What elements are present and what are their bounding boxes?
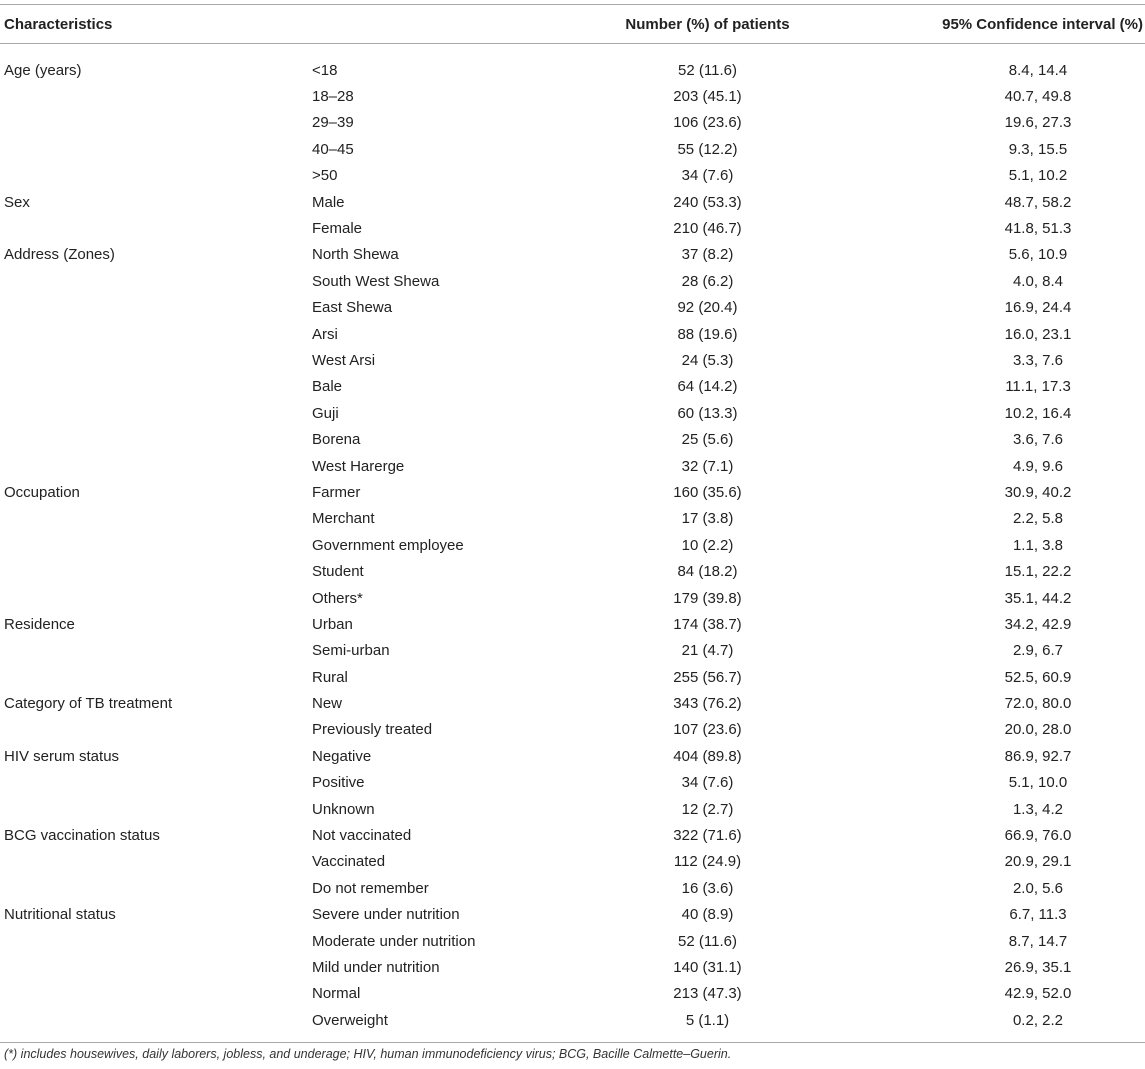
subcategory-cell: West Harerge (312, 457, 405, 475)
table-row (0, 532, 1145, 558)
number-cell: 240 (53.3) (673, 193, 742, 211)
table-row (0, 83, 1145, 109)
number-cell: 174 (38.7) (673, 615, 742, 633)
characteristic-cell (0, 928, 312, 954)
confidence-interval-cell: 48.7, 58.2 (1004, 193, 1072, 211)
confidence-interval-cell: 34.2, 42.9 (1004, 615, 1072, 633)
table-header (0, 5, 1145, 44)
subcategory-cell: 40–45 (312, 140, 354, 158)
confidence-interval-cell: 20.9, 29.1 (1004, 853, 1072, 871)
number-cell: 21 (4.7) (681, 642, 734, 660)
confidence-interval-cell: 11.1, 17.3 (1005, 378, 1071, 396)
number-cell: 322 (71.6) (673, 827, 742, 845)
subcategory-cell: 29–39 (312, 114, 354, 132)
table-row (0, 479, 1145, 505)
characteristic-cell (0, 347, 312, 373)
characteristic-cell (0, 558, 312, 584)
table-row (0, 585, 1145, 611)
table-row (0, 770, 1145, 796)
characteristic-cell (0, 638, 312, 664)
header-subcategory (312, 5, 544, 44)
characteristic-cell: Age (years) (4, 61, 82, 79)
confidence-interval-cell: 4.0, 8.4 (1012, 272, 1064, 290)
number-cell: 34 (7.6) (681, 774, 734, 792)
characteristic-cell (0, 110, 312, 136)
characteristic-cell (0, 453, 312, 479)
header-number-of-patients: Number (%) of patients (544, 5, 871, 44)
confidence-interval-cell: 16.0, 23.1 (1004, 325, 1072, 343)
subcategory-cell: Rural (312, 668, 348, 686)
confidence-interval-cell: 19.6, 27.3 (1004, 114, 1072, 132)
subcategory-cell: Government employee (312, 536, 464, 554)
number-cell: 24 (5.3) (681, 351, 734, 369)
subcategory-cell: Mild under nutrition (312, 958, 440, 976)
subcategory-cell: Others* (312, 589, 363, 607)
confidence-interval-cell: 15.1, 22.2 (1004, 563, 1072, 581)
characteristic-cell (0, 796, 312, 822)
characteristic-cell: HIV serum status (4, 747, 120, 765)
confidence-interval-cell: 26.9, 35.1 (1004, 958, 1072, 976)
characteristic-cell: BCG vaccination status (4, 827, 160, 845)
table-row (0, 242, 1145, 268)
confidence-interval-cell: 2.0, 5.6 (1012, 879, 1064, 897)
subcategory-cell: Borena (312, 431, 361, 449)
number-cell: 25 (5.6) (681, 431, 734, 449)
number-cell: 203 (45.1) (673, 88, 742, 106)
subcategory-cell: 18–28 (312, 88, 354, 106)
subcategory-cell: Do not remember (312, 879, 429, 897)
table-row (0, 902, 1145, 928)
confidence-interval-cell: 52.5, 60.9 (1004, 668, 1072, 686)
header-characteristics: Characteristics (0, 5, 312, 44)
subcategory-cell: Urban (312, 615, 353, 633)
characteristic-cell (0, 506, 312, 532)
confidence-interval-cell: 9.3, 15.5 (1008, 140, 1068, 158)
number-cell: 32 (7.1) (681, 457, 734, 475)
number-cell: 52 (11.6) (678, 61, 737, 79)
number-cell: 88 (19.6) (677, 325, 738, 343)
subcategory-cell: Negative (312, 747, 372, 765)
characteristic-cell: Nutritional status (4, 906, 116, 924)
subcategory-cell: West Arsi (312, 351, 376, 369)
table-row (0, 743, 1145, 769)
table-row (0, 110, 1145, 136)
characteristic-cell (0, 1007, 312, 1043)
header-confidence-interval: 95% Confidence interval (%) (871, 5, 1145, 44)
confidence-interval-cell: 3.3, 7.6 (1012, 351, 1064, 369)
number-cell: 213 (47.3) (673, 985, 742, 1003)
subcategory-cell: Unknown (312, 800, 375, 818)
table-row (0, 796, 1145, 822)
characteristic-cell (0, 954, 312, 980)
subcategory-cell: Male (312, 193, 345, 211)
subcategory-cell: Guji (312, 404, 339, 422)
table-row (0, 638, 1145, 664)
confidence-interval-cell: 3.6, 7.6 (1012, 431, 1064, 449)
table-row (0, 822, 1145, 848)
number-cell: 84 (18.2) (677, 563, 738, 581)
table-row (0, 1007, 1145, 1043)
characteristic-cell (0, 981, 312, 1007)
characteristic-cell: Sex (4, 193, 30, 211)
table-row (0, 453, 1145, 479)
subcategory-cell: New (312, 695, 343, 713)
number-cell: 5 (1.1) (544, 1007, 871, 1043)
table-row (0, 295, 1145, 321)
number-cell: 343 (76.2) (673, 695, 742, 713)
characteristic-cell (0, 426, 312, 452)
characteristic-cell (0, 664, 312, 690)
number-cell: 160 (35.6) (673, 483, 742, 501)
table-row (0, 136, 1145, 162)
confidence-interval-cell: 8.7, 14.7 (1008, 932, 1068, 950)
subcategory-cell: >50 (312, 167, 338, 185)
number-cell: 64 (14.2) (677, 378, 738, 396)
confidence-interval-cell: 10.2, 16.4 (1004, 404, 1072, 422)
subcategory-cell: Bale (312, 378, 343, 396)
number-cell: 255 (56.7) (673, 668, 742, 686)
confidence-interval-cell: 42.9, 52.0 (1004, 985, 1072, 1003)
subcategory-cell: Student (312, 563, 364, 581)
table-row (0, 875, 1145, 901)
subcategory-cell: Previously treated (312, 721, 433, 739)
confidence-interval-cell: 8.4, 14.4 (1008, 61, 1068, 79)
subcategory-cell: Arsi (312, 325, 338, 343)
number-cell: 12 (2.7) (681, 800, 734, 818)
number-cell: 37 (8.2) (681, 246, 734, 264)
subcategory-cell: Positive (312, 774, 365, 792)
number-cell: 106 (23.6) (673, 114, 742, 132)
confidence-interval-cell: 6.7, 11.3 (1009, 906, 1067, 924)
confidence-interval-cell: 5.1, 10.2 (1008, 167, 1068, 185)
table-body (0, 44, 1145, 1043)
characteristic-cell (0, 321, 312, 347)
number-cell: 210 (46.7) (673, 220, 742, 238)
subcategory-cell: Not vaccinated (312, 827, 412, 845)
number-cell: 16 (3.6) (681, 879, 734, 897)
table-row (0, 215, 1145, 241)
number-cell: 60 (13.3) (677, 404, 738, 422)
confidence-interval-cell: 5.6, 10.9 (1008, 246, 1068, 264)
confidence-interval-cell: 66.9, 76.0 (1004, 827, 1072, 845)
header-row (0, 5, 1145, 44)
subcategory-cell: Moderate under nutrition (312, 932, 476, 950)
characteristic-cell (0, 374, 312, 400)
number-cell: 40 (8.9) (681, 906, 734, 924)
characteristic-cell (0, 875, 312, 901)
number-cell: 52 (11.6) (678, 932, 737, 950)
subcategory-cell: Semi-urban (312, 642, 390, 660)
characteristic-cell: Address (Zones) (4, 246, 115, 264)
number-cell: 404 (89.8) (673, 747, 742, 765)
characteristic-cell (0, 83, 312, 109)
characteristic-cell: Residence (4, 615, 75, 633)
number-cell: 55 (12.2) (677, 140, 738, 158)
confidence-interval-cell: 35.1, 44.2 (1004, 589, 1072, 607)
table-row (0, 44, 1145, 84)
table-row (0, 506, 1145, 532)
table-row (0, 347, 1145, 373)
characteristic-cell (0, 532, 312, 558)
characteristic-cell (0, 585, 312, 611)
table-row (0, 374, 1145, 400)
characteristic-cell: Category of TB treatment (4, 695, 173, 713)
table-row (0, 268, 1145, 294)
table-row (0, 426, 1145, 452)
number-cell: 28 (6.2) (681, 272, 734, 290)
table-row (0, 400, 1145, 426)
number-cell: 17 (3.8) (681, 510, 734, 528)
number-cell: 112 (24.9) (673, 853, 742, 871)
confidence-interval-cell: 2.2, 5.8 (1012, 510, 1064, 528)
subcategory-cell: <18 (312, 61, 338, 79)
number-cell: 107 (23.6) (673, 721, 742, 739)
confidence-interval-cell: 4.9, 9.6 (1012, 457, 1064, 475)
table-row (0, 664, 1145, 690)
characteristic-cell (0, 770, 312, 796)
subcategory-cell: Severe under nutrition (312, 906, 460, 924)
characteristic-cell (0, 136, 312, 162)
characteristic-cell (0, 295, 312, 321)
characteristic-cell (0, 215, 312, 241)
subcategory-cell: Merchant (312, 510, 375, 528)
confidence-interval-cell: 30.9, 40.2 (1004, 483, 1072, 501)
table-row (0, 981, 1145, 1007)
confidence-interval-cell: 0.2, 2.2 (871, 1007, 1145, 1043)
table-row (0, 717, 1145, 743)
characteristic-cell (0, 268, 312, 294)
number-cell: 140 (31.1) (673, 958, 742, 976)
table-row (0, 611, 1145, 637)
subcategory-cell: Normal (312, 985, 361, 1003)
subcategory-cell: North Shewa (312, 246, 399, 264)
table-row (0, 189, 1145, 215)
confidence-interval-cell: 1.3, 4.2 (1012, 800, 1064, 818)
confidence-interval-cell: 5.1, 10.0 (1008, 774, 1068, 792)
table-row (0, 849, 1145, 875)
table-row (0, 163, 1145, 189)
table-row (0, 558, 1145, 584)
subcategory-cell: Vaccinated (312, 853, 386, 871)
subcategory-cell: East Shewa (312, 299, 393, 317)
table-footnote: (*) includes housewives, daily laborers, jobless, and underage; HIV, human immunodeficiency virus; BCG, Bacille Calmette–Guerin. (4, 1047, 732, 1061)
table-row (0, 928, 1145, 954)
subcategory-cell: Female (312, 220, 363, 238)
table-row (0, 321, 1145, 347)
characteristics-table (0, 4, 1145, 1043)
confidence-interval-cell: 16.9, 24.4 (1004, 299, 1072, 317)
confidence-interval-cell: 72.0, 80.0 (1004, 695, 1072, 713)
confidence-interval-cell: 41.8, 51.3 (1004, 220, 1072, 238)
confidence-interval-cell: 2.9, 6.7 (1012, 642, 1064, 660)
number-cell: 179 (39.8) (673, 589, 742, 607)
characteristic-cell (0, 400, 312, 426)
table-row (0, 690, 1145, 716)
confidence-interval-cell: 86.9, 92.7 (1004, 747, 1072, 765)
subcategory-cell: Farmer (312, 483, 361, 501)
number-cell: 34 (7.6) (681, 167, 734, 185)
confidence-interval-cell: 40.7, 49.8 (1004, 88, 1072, 106)
characteristic-cell (0, 717, 312, 743)
confidence-interval-cell: 20.0, 28.0 (1004, 721, 1072, 739)
number-cell: 92 (20.4) (677, 299, 738, 317)
subcategory-cell: South West Shewa (312, 272, 440, 290)
subcategory-cell: Overweight (312, 1007, 544, 1043)
characteristic-cell (0, 163, 312, 189)
characteristic-cell: Occupation (4, 483, 80, 501)
confidence-interval-cell: 1.1, 3.8 (1012, 536, 1064, 554)
characteristic-cell (0, 849, 312, 875)
table-row (0, 954, 1145, 980)
number-cell: 10 (2.2) (681, 536, 734, 554)
